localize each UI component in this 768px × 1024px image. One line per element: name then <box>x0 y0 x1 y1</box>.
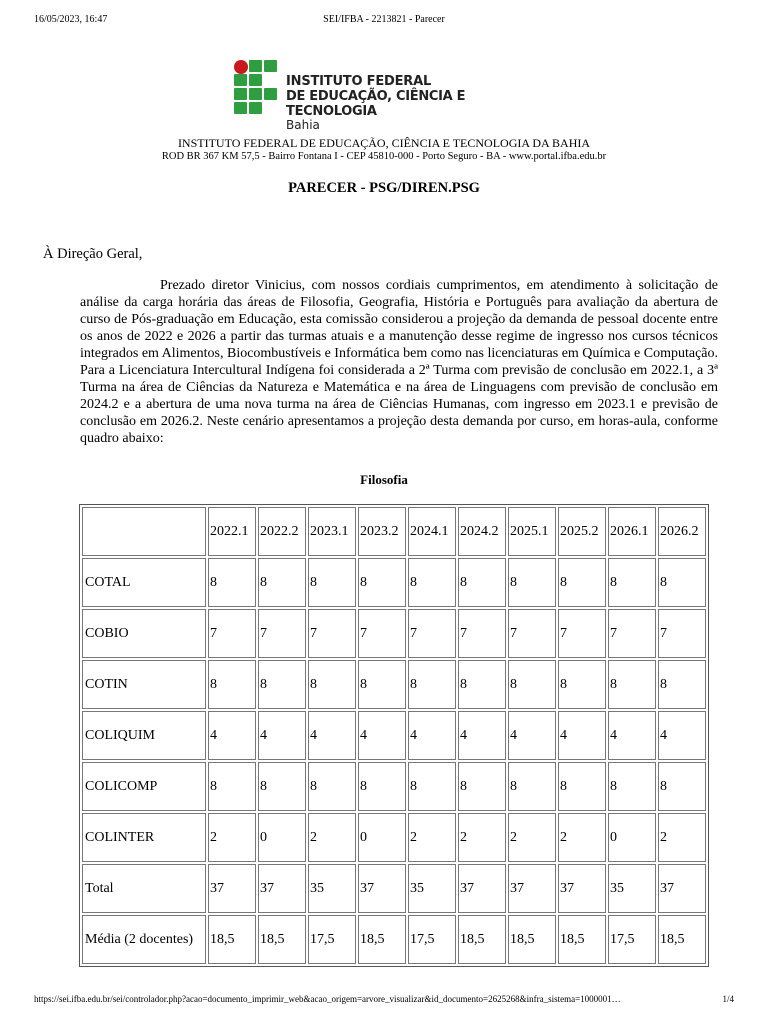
ifba-logo <box>234 60 554 132</box>
logo-mark-icon <box>234 60 280 116</box>
table-row-label: COLICOMP <box>82 762 206 811</box>
table-row <box>82 558 706 607</box>
table-cell: 8 <box>308 660 356 709</box>
table-cell: 8 <box>458 762 506 811</box>
logo-square <box>249 74 262 86</box>
table-cell: 8 <box>508 762 556 811</box>
table-cell: 8 <box>358 660 406 709</box>
table-column-header: 2024.1 <box>408 507 456 556</box>
table-cell: 8 <box>658 762 706 811</box>
table-cell: 2 <box>508 813 556 862</box>
table-row <box>82 609 706 658</box>
table-cell: 8 <box>258 660 306 709</box>
table-cell: 37 <box>558 864 606 913</box>
table-cell: 4 <box>658 711 706 760</box>
table-cell: 4 <box>508 711 556 760</box>
table-row-label: COLIQUIM <box>82 711 206 760</box>
table-cell: 7 <box>608 609 656 658</box>
table-cell: 7 <box>508 609 556 658</box>
document-title: PARECER - PSG/DIREN.PSG <box>288 180 480 196</box>
table-cell: 18,5 <box>508 915 556 964</box>
table-row <box>82 813 706 862</box>
table-cell: 8 <box>308 558 356 607</box>
table-column-header: 2024.2 <box>458 507 506 556</box>
table-cell: 8 <box>558 558 606 607</box>
table-cell: 35 <box>608 864 656 913</box>
logo-square <box>249 60 262 72</box>
table-column-header: 2026.1 <box>608 507 656 556</box>
print-footer <box>34 994 734 1008</box>
table-cell: 17,5 <box>608 915 656 964</box>
table-cell: 8 <box>408 558 456 607</box>
table-cell: 2 <box>558 813 606 862</box>
logo-red-dot <box>234 60 248 74</box>
page-number: 1/4 <box>722 994 734 1004</box>
table-row-label: COTIN <box>82 660 206 709</box>
table-row <box>82 864 706 913</box>
logo-square <box>234 88 247 100</box>
table-cell: 8 <box>308 762 356 811</box>
logo-text <box>286 74 554 132</box>
table-row-label: COTAL <box>82 558 206 607</box>
table-cell: 8 <box>658 660 706 709</box>
table-cell: 8 <box>258 558 306 607</box>
institution-name: INSTITUTO FEDERAL DE EDUCAÇÃO, CIÊNCIA E TECNOLOGIA DA BAHIA <box>177 136 591 150</box>
table-caption: Filosofia <box>360 472 408 487</box>
logo-line-1: INSTITUTO FEDERAL <box>286 74 432 89</box>
table-cell: 7 <box>658 609 706 658</box>
table-cell: 4 <box>608 711 656 760</box>
table-column-header: 2022.2 <box>258 507 306 556</box>
table-cell: 7 <box>208 609 256 658</box>
table-cell: 18,5 <box>558 915 606 964</box>
table-cell: 0 <box>358 813 406 862</box>
table-cell: 37 <box>358 864 406 913</box>
table-cell: 8 <box>658 558 706 607</box>
table-cell: 8 <box>508 660 556 709</box>
table-cell: 17,5 <box>308 915 356 964</box>
table-cell: 4 <box>408 711 456 760</box>
table-column-header: 2025.1 <box>508 507 556 556</box>
table-row-label: Média (2 docentes) <box>82 915 206 964</box>
table-cell: 35 <box>308 864 356 913</box>
table-cell: 8 <box>558 660 606 709</box>
table-cell: 4 <box>558 711 606 760</box>
table-column-header: 2023.2 <box>358 507 406 556</box>
table-cell: 37 <box>208 864 256 913</box>
table-cell: 4 <box>258 711 306 760</box>
table-cell: 17,5 <box>408 915 456 964</box>
table-cell: 18,5 <box>458 915 506 964</box>
institution-address: ROD BR 367 KM 57,5 - Bairro Fontana I - CEP 45810-000 - Porto Seguro - BA - www.portal.ifba.edu.br <box>161 151 607 162</box>
table-cell: 7 <box>258 609 306 658</box>
table-column-header: 2025.2 <box>558 507 606 556</box>
table-cell: 7 <box>358 609 406 658</box>
table-cell: 4 <box>358 711 406 760</box>
table-column-header: 2023.1 <box>308 507 356 556</box>
logo-line-2: DE EDUCAÇÃO, CIÊNCIA E TECNOLOGIA <box>286 89 466 119</box>
table-corner-cell <box>82 507 206 556</box>
table-cell: 8 <box>608 762 656 811</box>
table-cell: 0 <box>608 813 656 862</box>
table-cell: 7 <box>558 609 606 658</box>
print-datetime: 16/05/2023, 16:47 <box>34 14 108 25</box>
table-cell: 8 <box>208 660 256 709</box>
table-cell: 37 <box>258 864 306 913</box>
table-row-label: Total <box>82 864 206 913</box>
table-cell: 8 <box>258 762 306 811</box>
print-title: SEI/IFBA - 2213821 - Parecer <box>323 14 445 25</box>
table-cell: 2 <box>308 813 356 862</box>
table-row <box>82 711 706 760</box>
print-header <box>34 14 734 28</box>
table-cell: 7 <box>308 609 356 658</box>
table-cell: 37 <box>658 864 706 913</box>
table-cell: 8 <box>458 660 506 709</box>
table-cell: 8 <box>508 558 556 607</box>
table-cell: 2 <box>458 813 506 862</box>
logo-square <box>264 88 277 100</box>
body-paragraph: Prezado diretor Vinicius, com nossos cordiais cumprimentos, em atendimento à solicitação de análise da carga horária das áreas de Filosofia, Geografia, História e Português para avaliação da abertura de curso de Pós-graduação em Educação, esta comissão considerou a projeção da demanda de pessoal docente entre os anos de 2022 e 2026 a partir das turmas atuais e a manutenção desse regime de ingresso nos cursos técnicos integrados em Alimentos, Biocombustíveis e Informática bem como nas licenciaturas em Química e Computação. Para a Licenciatura Intercultural Indígena foi considerada a 2ª Turma com previsão de conclusão em 2022.1, a 3ª Turma na área de Ciências da Natureza e Matemática e na área de Linguagens com previsão de conclusão em 2024.2 e a abertura de uma nova turma na área de Ciências Humanas, com ingresso em 2023.1 e previsão de conclusão em 2026.2. Neste cenário apresentamos a projeção desta demanda por curso, em horas-aula, conforme quadro abaixo: <box>80 278 718 446</box>
table-cell: 2 <box>408 813 456 862</box>
table-cell: 8 <box>208 558 256 607</box>
table-cell: 37 <box>458 864 506 913</box>
table-cell: 8 <box>608 558 656 607</box>
table-cell: 37 <box>508 864 556 913</box>
table-column-header: 2026.2 <box>658 507 706 556</box>
table-row <box>82 660 706 709</box>
table-cell: 18,5 <box>258 915 306 964</box>
table-cell: 18,5 <box>358 915 406 964</box>
table-cell: 35 <box>408 864 456 913</box>
logo-square <box>234 102 247 114</box>
table-cell: 0 <box>258 813 306 862</box>
table-cell: 18,5 <box>208 915 256 964</box>
table-cell: 8 <box>458 558 506 607</box>
table-cell: 8 <box>608 660 656 709</box>
logo-square <box>249 102 262 114</box>
table-cell: 2 <box>658 813 706 862</box>
workload-table <box>79 504 709 967</box>
table-column-header: 2022.1 <box>208 507 256 556</box>
greeting: À Direção Geral, <box>43 246 143 262</box>
table-cell: 7 <box>408 609 456 658</box>
table-row-label: COLINTER <box>82 813 206 862</box>
logo-square <box>264 60 277 72</box>
logo-square <box>234 74 247 86</box>
table-cell: 4 <box>458 711 506 760</box>
table-cell: 2 <box>208 813 256 862</box>
table-cell: 8 <box>408 660 456 709</box>
table-cell: 8 <box>358 762 406 811</box>
table-cell: 8 <box>408 762 456 811</box>
table-cell: 8 <box>208 762 256 811</box>
table-cell: 4 <box>208 711 256 760</box>
logo-line-3: Bahia <box>286 118 320 132</box>
table-header-row <box>82 507 706 556</box>
logo-square <box>249 88 262 100</box>
table-cell: 7 <box>458 609 506 658</box>
table-row <box>82 762 706 811</box>
print-url: https://sei.ifba.edu.br/sei/controlador.php?acao=documento_imprimir_web&acao_origem=arvore_visualizar&id_documento=2625268&infra_sistema=1000001… <box>34 994 621 1004</box>
table-row-label: COBIO <box>82 609 206 658</box>
table-cell: 18,5 <box>658 915 706 964</box>
table-cell: 8 <box>558 762 606 811</box>
table-cell: 8 <box>358 558 406 607</box>
table-row <box>82 915 706 964</box>
table-cell: 4 <box>308 711 356 760</box>
